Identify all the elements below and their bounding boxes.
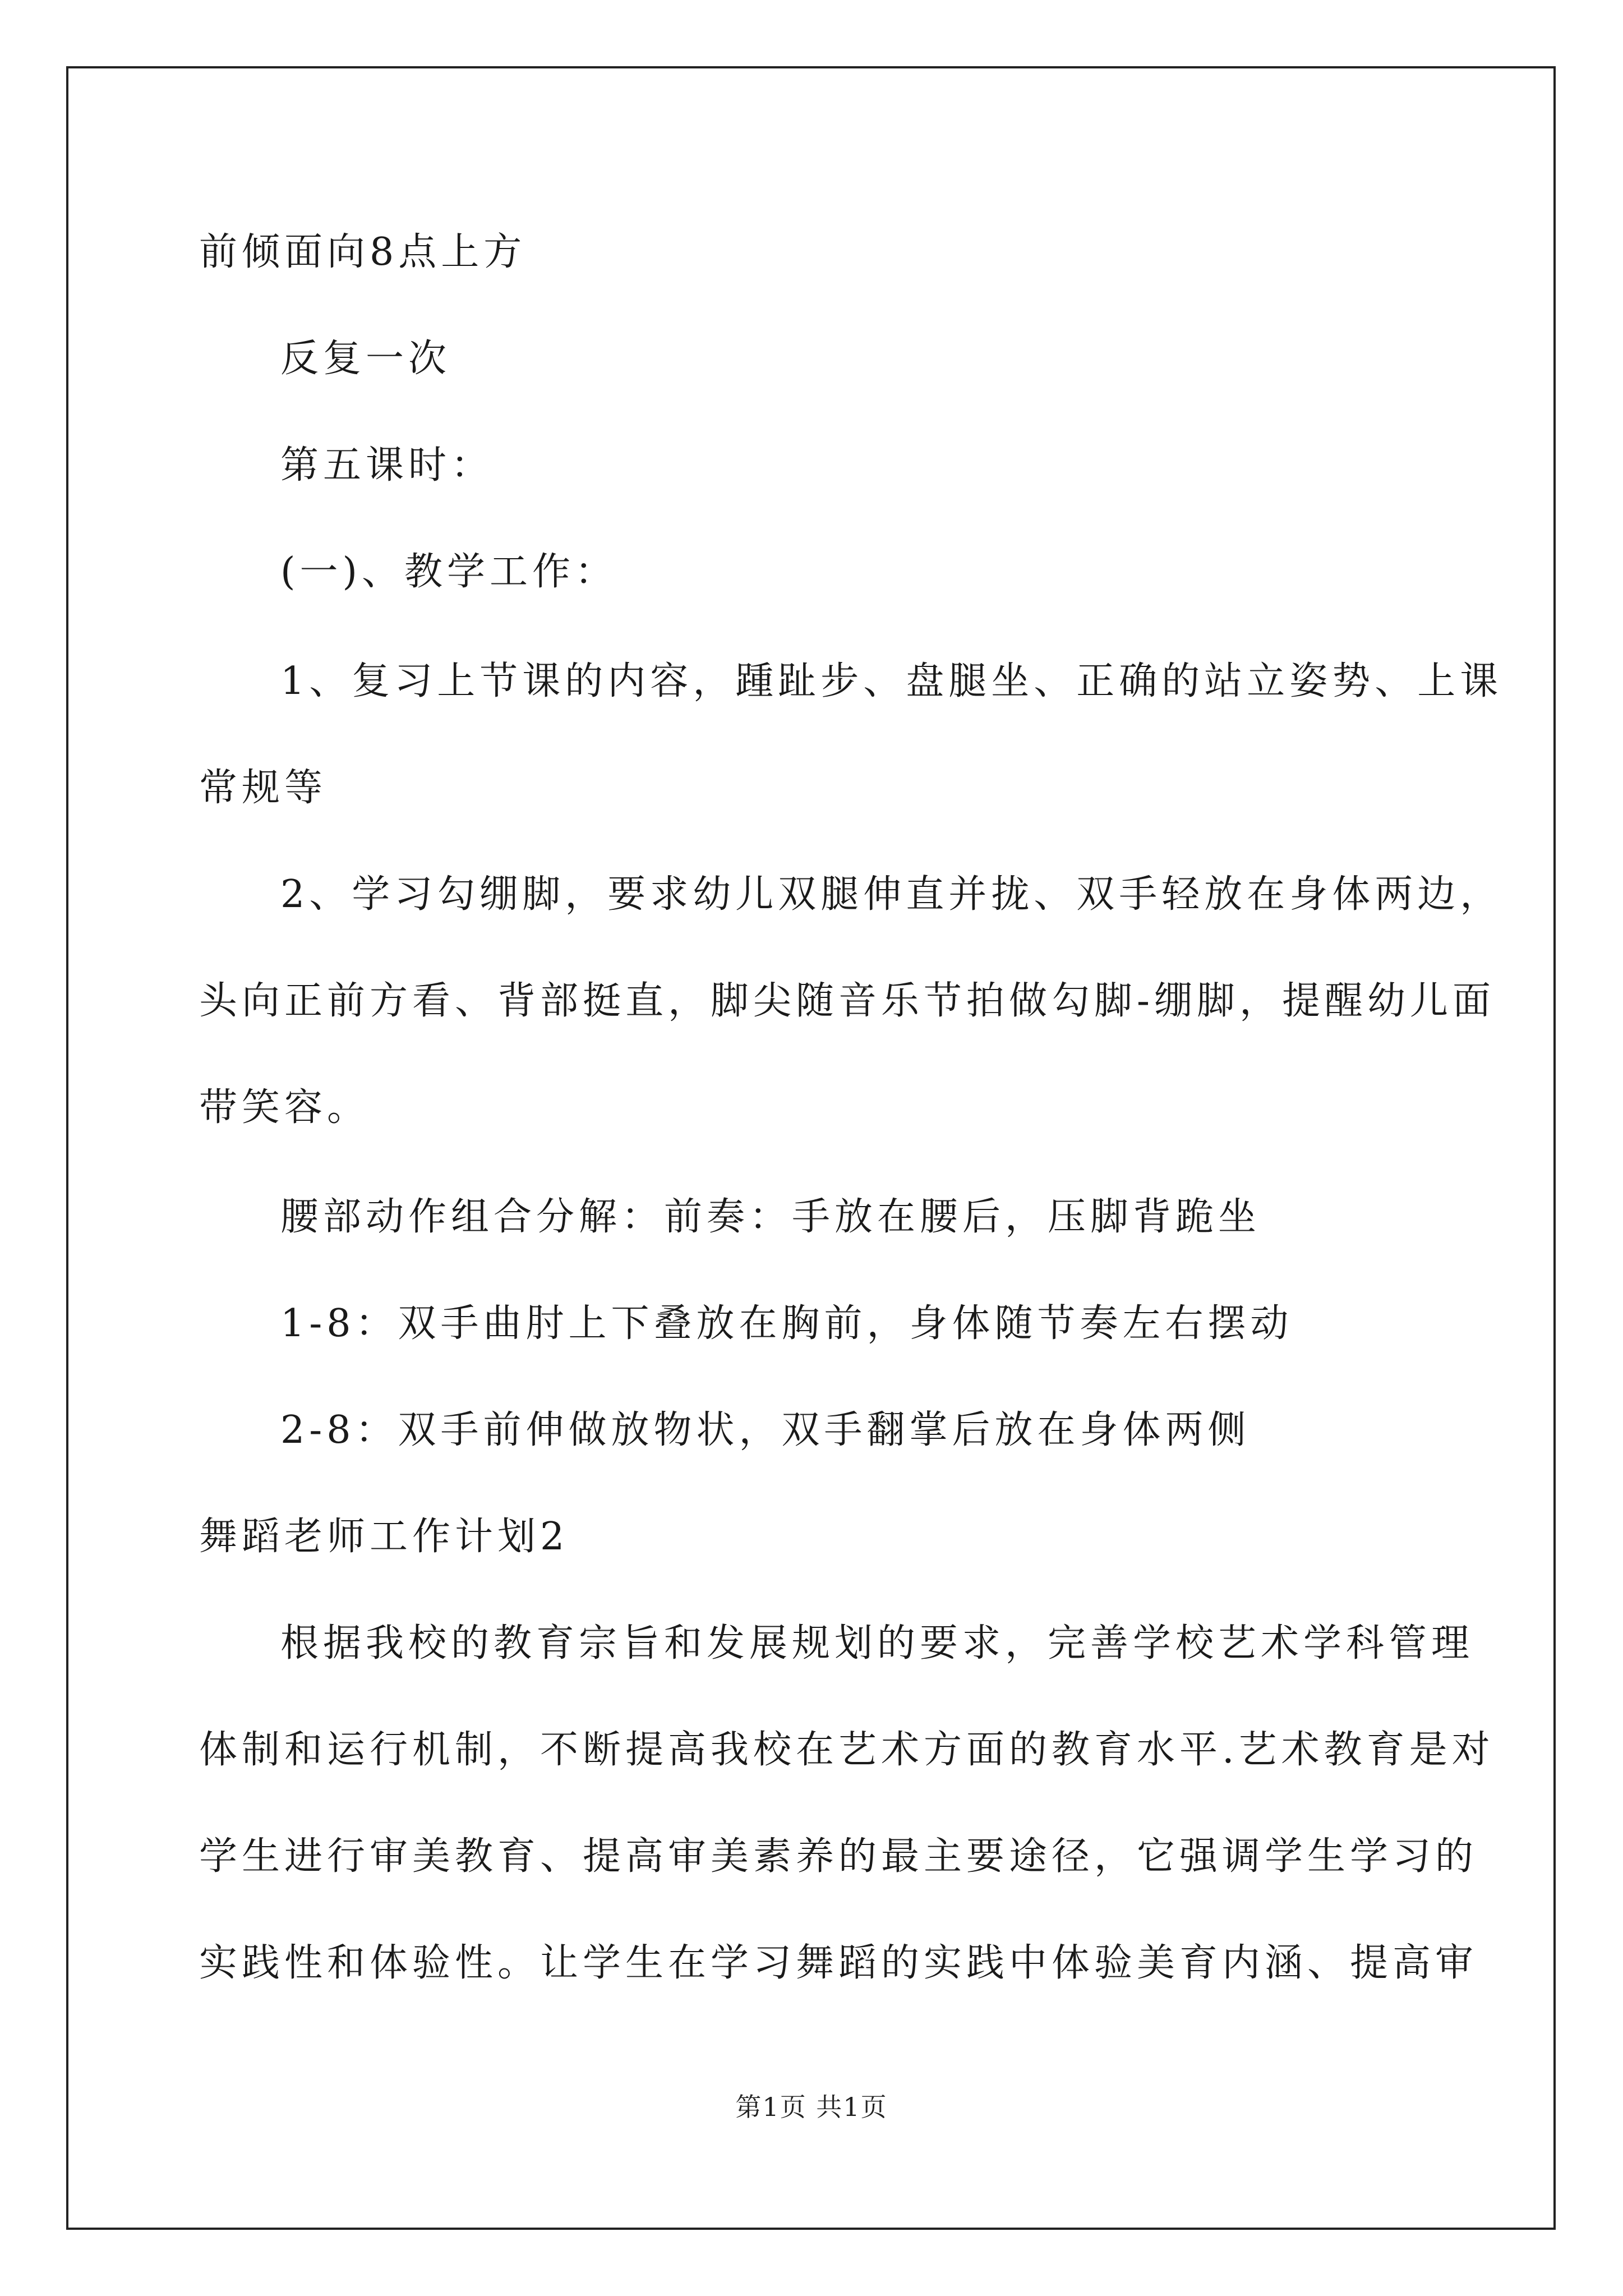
text-line: 1、复习上节课的内容，踵趾步、盘腿坐、正确的站立姿势、上课 bbox=[280, 659, 1503, 703]
page-border bbox=[66, 66, 1556, 2230]
text-line: 反复一次 bbox=[280, 337, 451, 381]
page-footer: 第1页 共1页 bbox=[735, 2092, 888, 2122]
text-line: 2、学习勾绷脚，要求幼儿双腿伸直并拢、双手轻放在身体两边， bbox=[280, 872, 1503, 917]
text-line: 学生进行审美教育、提高审美素养的最主要途径，它强调学生学习的 bbox=[199, 1834, 1478, 1879]
text-line: 体制和运行机制，不断提高我校在艺术方面的教育水平.艺术教育是对 bbox=[199, 1728, 1495, 1772]
text-line: 前倾面向8点上方 bbox=[199, 230, 527, 274]
text-line: 带笑容。 bbox=[199, 1085, 370, 1130]
text-line: 头向正前方看、背部挺直，脚尖随音乐节拍做勾脚-绷脚，提醒幼儿面 bbox=[199, 979, 1495, 1023]
text-line: 腰部动作组合分解：前奏：手放在腰后，压脚背跪坐 bbox=[280, 1195, 1261, 1239]
text-line: 2-8：双手前伸做放物状，双手翻掌后放在身体两侧 bbox=[280, 1408, 1251, 1452]
text-line: (一)、教学工作： bbox=[280, 550, 618, 594]
text-line: 实践性和体验性。让学生在学习舞蹈的实践中体验美育内涵、提高审 bbox=[199, 1941, 1478, 1985]
section-title: 舞蹈老师工作计划2 bbox=[199, 1515, 569, 1559]
text-line: 1-8：双手曲肘上下叠放在胸前，身体随节奏左右摆动 bbox=[280, 1301, 1293, 1346]
text-line: 常规等 bbox=[199, 766, 328, 810]
text-line: 第五课时： bbox=[280, 443, 494, 487]
text-line: 根据我校的教育宗旨和发展规划的要求，完善学校艺术学科管理 bbox=[280, 1621, 1474, 1665]
